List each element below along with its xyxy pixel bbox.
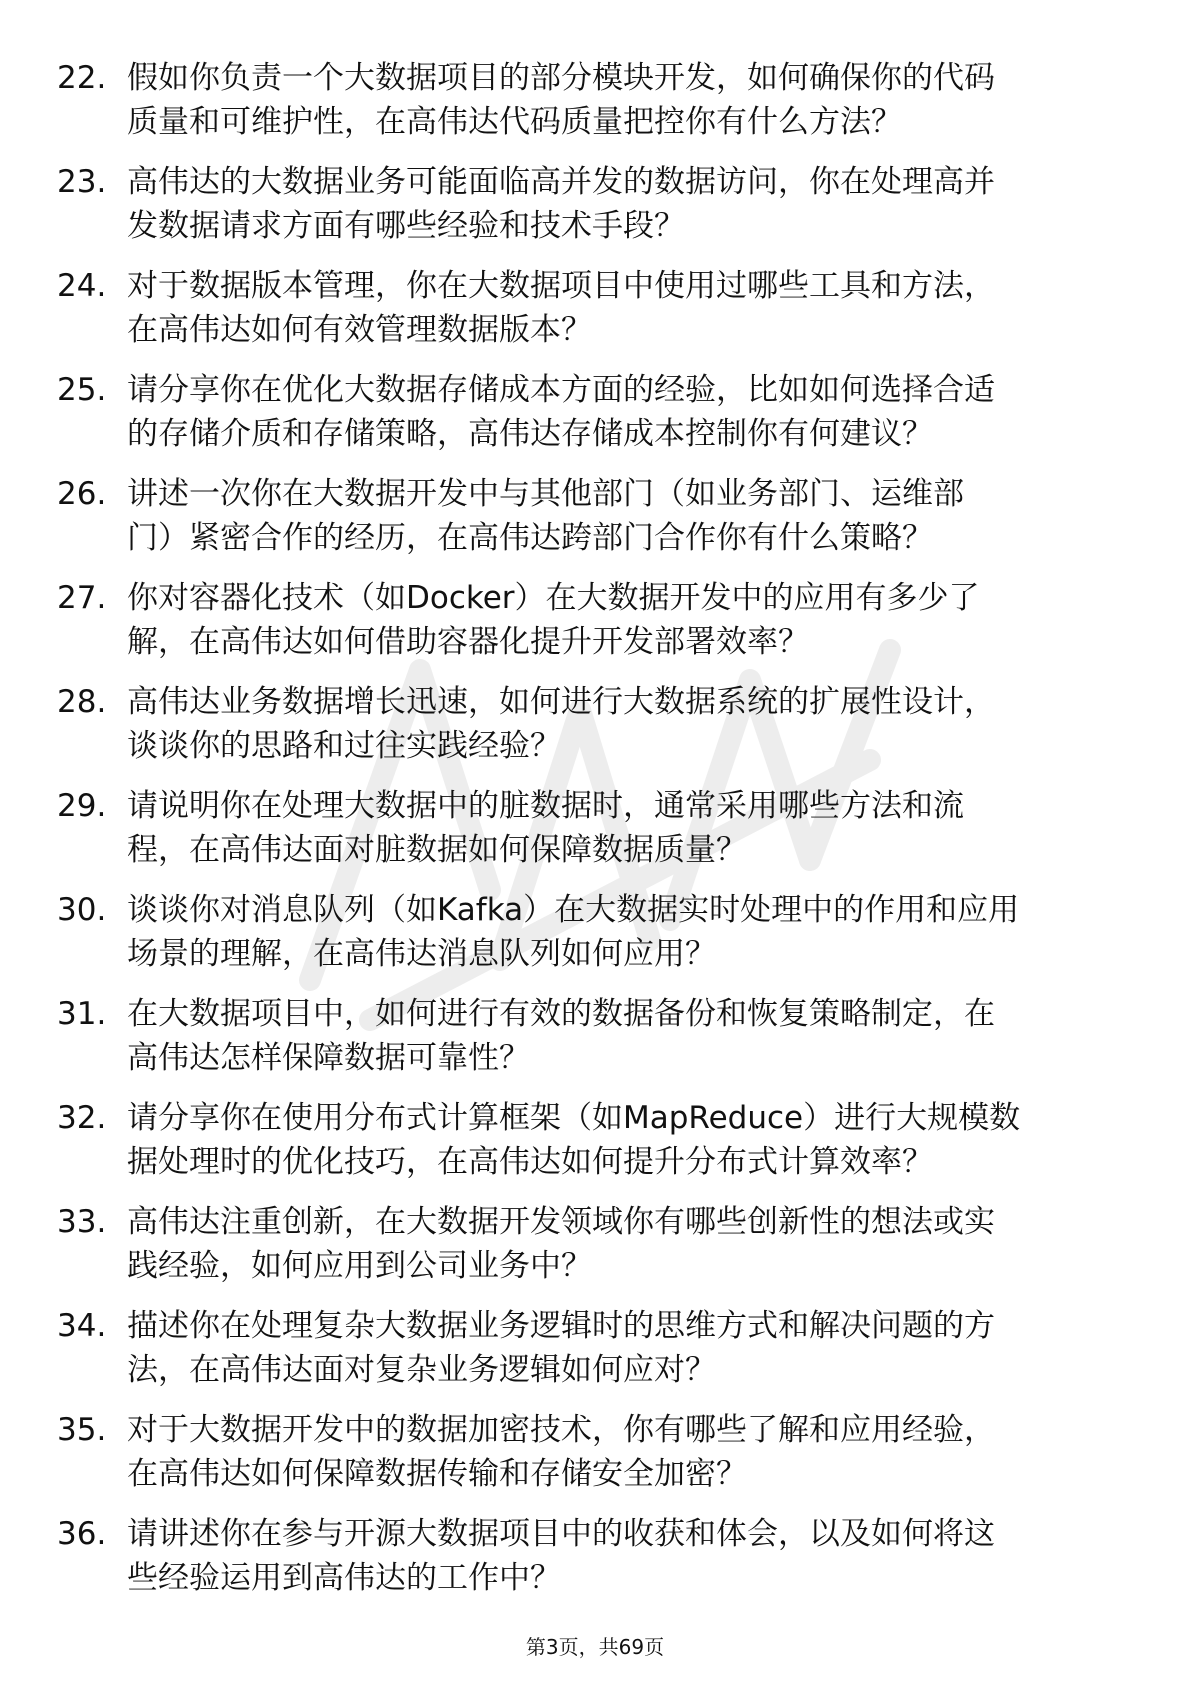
question-text [127, 992, 1127, 1080]
list-item [0, 680, 1190, 784]
question-line: 些经验运用到高伟达的工作中？ [127, 1560, 561, 1596]
list-item [0, 888, 1190, 992]
question-number: 25. [57, 372, 107, 408]
question-text [127, 576, 1127, 664]
question-number: 27. [57, 580, 107, 616]
question-line: 描述你在处理复杂大数据业务逻辑时的思维方式和解决问题的方 [127, 1308, 995, 1344]
question-number: 34. [57, 1308, 107, 1344]
question-number: 29. [57, 788, 107, 824]
question-line: 讲述一次你在大数据开发中与其他部门（如业务部门、运维部 [127, 476, 964, 512]
question-line: 高伟达的大数据业务可能面临高并发的数据访问，你在处理高并 [127, 164, 995, 200]
list-item [0, 1096, 1190, 1200]
list-item [0, 992, 1190, 1096]
question-line: 对于数据版本管理，你在大数据项目中使用过哪些工具和方法， [127, 268, 995, 304]
question-text [127, 784, 1127, 872]
list-item [0, 1512, 1190, 1616]
question-number: 23. [57, 164, 107, 200]
list-item [0, 784, 1190, 888]
list-item [0, 264, 1190, 368]
list-item [0, 472, 1190, 576]
question-line: 在高伟达如何有效管理数据版本？ [127, 312, 592, 348]
question-line: 高伟达业务数据增长迅速，如何进行大数据系统的扩展性设计， [127, 684, 995, 720]
question-line: 谈谈你的思路和过往实践经验？ [127, 728, 561, 764]
question-number: 26. [57, 476, 107, 512]
question-number: 33. [57, 1204, 107, 1240]
question-line: 你对容器化技术（如Docker）在大数据开发中的应用有多少了 [127, 580, 980, 616]
question-line: 发数据请求方面有哪些经验和技术手段？ [127, 208, 685, 244]
question-line: 解，在高伟达如何借助容器化提升开发部署效率？ [127, 624, 809, 660]
question-list [0, 56, 1190, 1616]
page-footer [0, 1634, 1190, 1660]
question-number: 31. [57, 996, 107, 1032]
question-text [127, 680, 1127, 768]
question-text [127, 1304, 1127, 1392]
question-line: 场景的理解，在高伟达消息队列如何应用？ [127, 936, 716, 972]
page-number-label: 第3页，共69页 [525, 1635, 665, 1659]
question-text [127, 1408, 1127, 1496]
question-line: 程，在高伟达面对脏数据如何保障数据质量？ [127, 832, 747, 868]
question-text [127, 1512, 1127, 1600]
question-text [127, 1096, 1127, 1184]
question-text [127, 56, 1127, 144]
question-text [127, 888, 1127, 976]
question-number: 30. [57, 892, 107, 928]
question-text [127, 1200, 1127, 1288]
question-line: 谈谈你对消息队列（如Kafka）在大数据实时处理中的作用和应用 [127, 892, 1020, 928]
question-line: 高伟达怎样保障数据可靠性？ [127, 1040, 530, 1076]
question-line: 对于大数据开发中的数据加密技术，你有哪些了解和应用经验， [127, 1412, 995, 1448]
question-number: 35. [57, 1412, 107, 1448]
question-text [127, 368, 1127, 456]
question-line: 请分享你在优化大数据存储成本方面的经验，比如如何选择合适 [127, 372, 995, 408]
question-line: 高伟达注重创新，在大数据开发领域你有哪些创新性的想法或实 [127, 1204, 995, 1240]
question-line: 请说明你在处理大数据中的脏数据时，通常采用哪些方法和流 [127, 788, 964, 824]
question-number: 36. [57, 1516, 107, 1552]
question-line: 门）紧密合作的经历，在高伟达跨部门合作你有什么策略？ [127, 520, 933, 556]
question-line: 请讲述你在参与开源大数据项目中的收获和体会，以及如何将这 [127, 1516, 995, 1552]
list-item [0, 576, 1190, 680]
question-number: 24. [57, 268, 107, 304]
question-line: 践经验，如何应用到公司业务中？ [127, 1248, 592, 1284]
question-line: 请分享你在使用分布式计算框架（如MapReduce）进行大规模数 [127, 1100, 1021, 1136]
question-line: 在高伟达如何保障数据传输和存储安全加密？ [127, 1456, 747, 1492]
question-line: 法，在高伟达面对复杂业务逻辑如何应对？ [127, 1352, 716, 1388]
list-item [0, 56, 1190, 160]
list-item [0, 368, 1190, 472]
list-item [0, 160, 1190, 264]
list-item [0, 1200, 1190, 1304]
question-number: 22. [57, 60, 107, 96]
question-line: 质量和可维护性，在高伟达代码质量把控你有什么方法？ [127, 104, 902, 140]
question-text [127, 264, 1127, 352]
question-text [127, 472, 1127, 560]
question-line: 在大数据项目中，如何进行有效的数据备份和恢复策略制定，在 [127, 996, 995, 1032]
question-number: 32. [57, 1100, 107, 1136]
list-item [0, 1304, 1190, 1408]
question-line: 据处理时的优化技巧，在高伟达如何提升分布式计算效率？ [127, 1144, 933, 1180]
question-number: 28. [57, 684, 107, 720]
question-text [127, 160, 1127, 248]
list-item [0, 1408, 1190, 1512]
question-line: 假如你负责一个大数据项目的部分模块开发，如何确保你的代码 [127, 60, 995, 96]
question-line: 的存储介质和存储策略，高伟达存储成本控制你有何建议？ [127, 416, 933, 452]
